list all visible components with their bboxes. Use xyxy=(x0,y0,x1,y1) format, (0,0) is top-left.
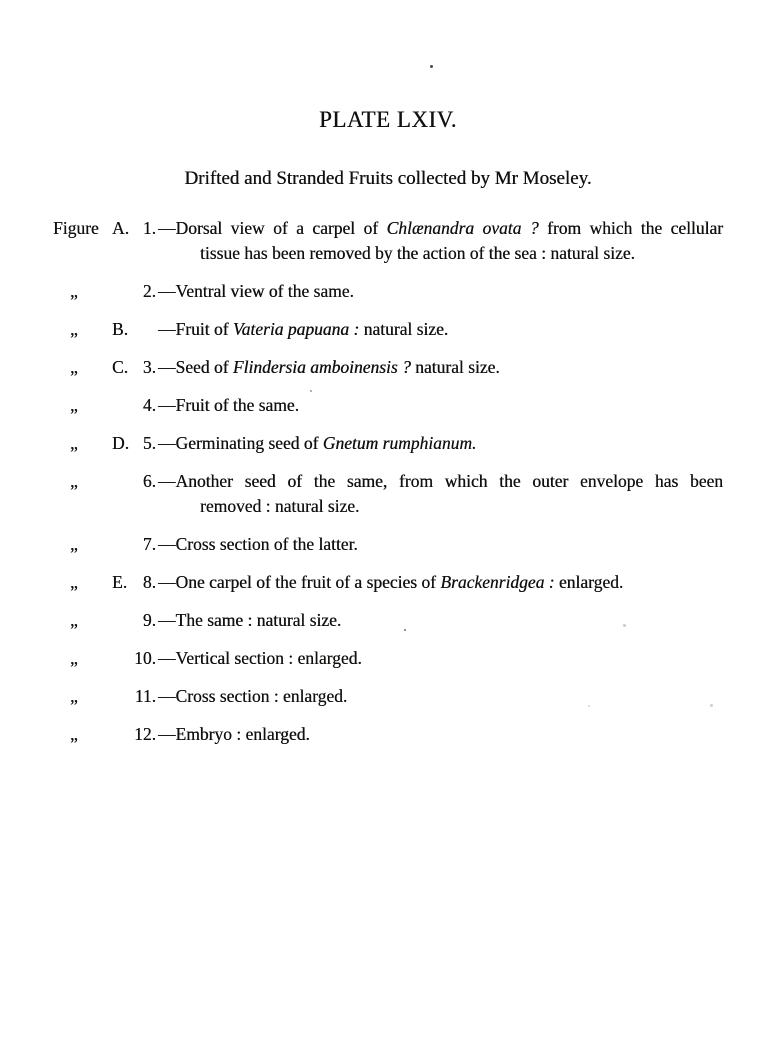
entry-number: 6. xyxy=(142,471,156,491)
entry-text-segment: tissue has been removed by the action of the sea : natural size. xyxy=(200,243,635,263)
entry-text-segment: natural size. xyxy=(410,357,500,377)
scan-speck xyxy=(430,65,433,68)
entry-text-segment: —Vertical section : enlarged. xyxy=(158,648,362,668)
entry-number: 12. xyxy=(134,724,156,744)
ditto-mark: „ xyxy=(70,534,78,554)
figure-entry xyxy=(53,355,723,380)
entry-letter xyxy=(112,279,134,304)
species-name: Brackenridgea : xyxy=(440,572,555,592)
ditto-mark: „ xyxy=(70,281,78,301)
entry-letter: D. xyxy=(112,433,130,453)
entry-letter xyxy=(112,393,134,418)
entry-number: 1. xyxy=(142,218,156,238)
entry-number: 5. xyxy=(142,433,156,453)
ditto-mark: „ xyxy=(70,357,78,377)
figure-entry xyxy=(53,216,723,266)
entry-text-segment: natural size. xyxy=(359,319,449,339)
scan-speck xyxy=(623,624,626,627)
entry-text xyxy=(158,570,723,595)
figure-entry xyxy=(53,532,723,557)
entry-text xyxy=(158,317,723,342)
species-name: Flindersia amboinensis ? xyxy=(232,357,411,377)
page-subtitle: Drifted and Stranded Fruits collected by Mr Moseley. xyxy=(184,168,592,189)
entry-text xyxy=(158,722,723,747)
entry-text-segment: —Another seed of the same, from which the outer envelope has been xyxy=(158,471,723,491)
entry-line xyxy=(158,216,723,241)
figure-entry xyxy=(53,469,723,519)
entry-text xyxy=(158,393,723,418)
entry-line xyxy=(158,393,723,418)
entry-line xyxy=(158,317,723,342)
ditto-mark: „ xyxy=(70,610,78,630)
figure-entry xyxy=(53,646,723,671)
entry-letter xyxy=(112,684,134,709)
figure-entry xyxy=(53,684,723,709)
ditto-mark: „ xyxy=(70,395,78,415)
entry-letter: A. xyxy=(112,218,130,238)
species-name: Gnetum rumphianum. xyxy=(322,433,477,453)
entry-text-segment: —Fruit of the same. xyxy=(158,395,299,415)
entry-text xyxy=(158,279,723,304)
ditto-mark: „ xyxy=(70,648,78,668)
ditto-mark: „ xyxy=(70,433,78,453)
entry-letter xyxy=(112,646,134,671)
entry-number xyxy=(134,317,158,342)
entry-line xyxy=(158,570,723,595)
entry-number: 9. xyxy=(142,610,156,630)
entry-line xyxy=(158,646,723,671)
entry-text-segment: —The same : natural size. xyxy=(158,610,342,630)
entry-line xyxy=(158,431,723,456)
figure-entry xyxy=(53,570,723,595)
entry-line xyxy=(158,684,723,709)
entry-text xyxy=(158,469,723,519)
entry-letter xyxy=(112,608,134,633)
entry-number: 3. xyxy=(142,357,156,377)
ditto-mark: „ xyxy=(70,471,78,491)
entry-line xyxy=(158,532,723,557)
entry-text xyxy=(158,355,723,380)
species-name: Vateria papuana : xyxy=(232,319,360,339)
ditto-mark: „ xyxy=(70,686,78,706)
entry-letter: B. xyxy=(112,319,129,339)
entry-number: 11. xyxy=(134,686,156,706)
species-name: Chlænandra ovata ? xyxy=(386,218,539,238)
figure-entry xyxy=(53,279,723,304)
figure-entry xyxy=(53,431,723,456)
page-title: PLATE LXIV. xyxy=(319,107,457,132)
entry-text xyxy=(158,684,723,709)
entry-letter xyxy=(112,469,134,519)
entry-number: 10. xyxy=(134,648,156,668)
entry-line xyxy=(158,722,723,747)
figure-entry xyxy=(53,608,723,633)
ditto-mark: „ xyxy=(70,572,78,592)
entry-text-segment: enlarged. xyxy=(554,572,624,592)
entry-number: 4. xyxy=(142,395,156,415)
figure-entry xyxy=(53,393,723,418)
entry-letter: E. xyxy=(112,572,128,592)
entry-line xyxy=(200,241,723,266)
entry-letter: C. xyxy=(112,357,129,377)
entry-text-segment: —Fruit of xyxy=(158,319,233,339)
entry-text-segment: —Seed of xyxy=(158,357,233,377)
entry-line xyxy=(200,494,723,519)
ditto-mark: „ xyxy=(70,319,78,339)
entry-text-segment: —Dorsal view of a carpel of xyxy=(158,218,387,238)
scan-speck xyxy=(404,629,406,631)
entry-text xyxy=(158,608,723,633)
entry-text-segment: removed : natural size. xyxy=(200,496,360,516)
ditto-mark: „ xyxy=(70,724,78,744)
entry-number: 8. xyxy=(142,572,156,592)
entry-text xyxy=(158,532,723,557)
entry-text-segment: —Germinating seed of xyxy=(158,433,323,453)
entry-text-segment: from which the cellular xyxy=(538,218,723,238)
entry-letter xyxy=(112,532,134,557)
entry-line xyxy=(158,608,723,633)
figure-entry xyxy=(53,722,723,747)
entry-prefix: Figure xyxy=(53,218,99,238)
entry-letter xyxy=(112,722,134,747)
entry-text xyxy=(158,646,723,671)
entry-text-segment: —Cross section of the latter. xyxy=(158,534,358,554)
entry-text xyxy=(158,216,723,266)
figure-list xyxy=(53,216,723,747)
entry-text-segment: —Embryo : enlarged. xyxy=(158,724,310,744)
entry-text-segment: —Ventral view of the same. xyxy=(158,281,354,301)
entry-line xyxy=(158,279,723,304)
entry-line xyxy=(158,355,723,380)
entry-number: 2. xyxy=(142,281,156,301)
scan-speck xyxy=(310,390,312,392)
entry-text-segment: —One carpel of the fruit of a species of xyxy=(158,572,441,592)
scan-speck xyxy=(588,705,590,707)
entry-text-segment: —Cross section : enlarged. xyxy=(158,686,348,706)
figure-entry xyxy=(53,317,723,342)
entry-line xyxy=(158,469,723,494)
entry-text xyxy=(158,431,723,456)
scan-speck xyxy=(710,704,713,707)
entry-number: 7. xyxy=(142,534,156,554)
